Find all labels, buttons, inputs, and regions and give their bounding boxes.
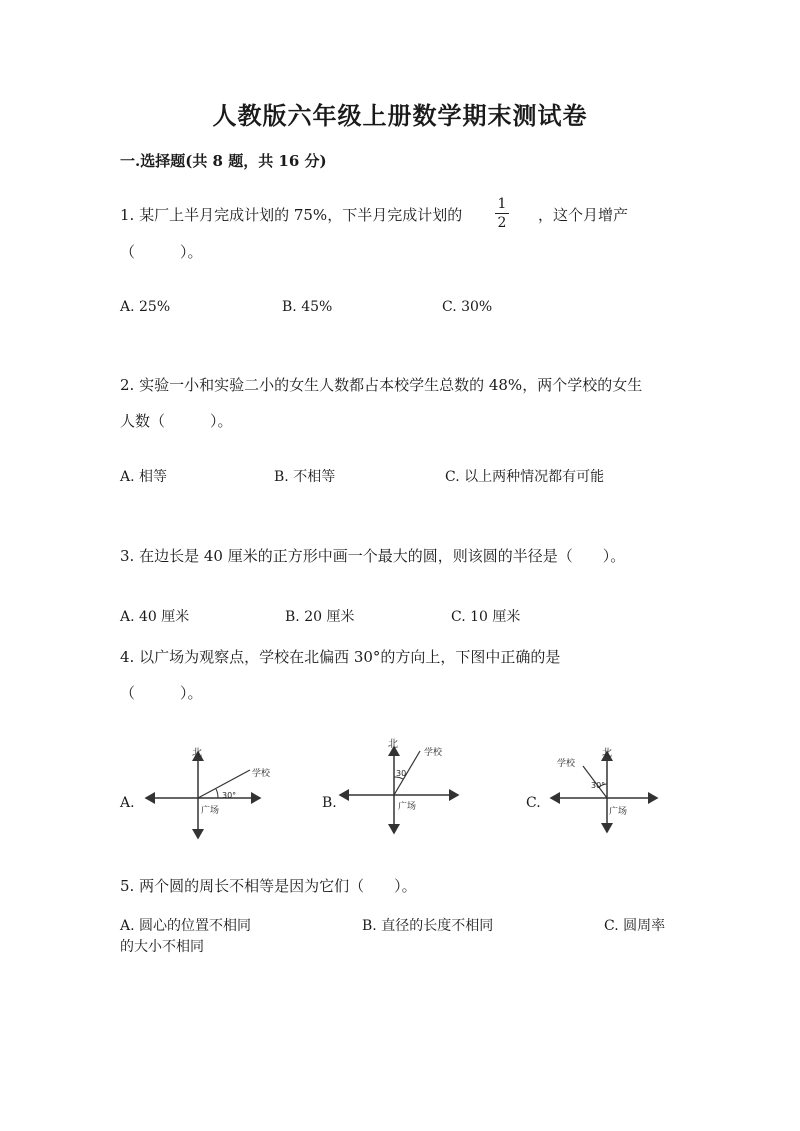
square-label: 广场 <box>398 802 417 812</box>
square-label: 广场 <box>201 806 220 816</box>
question-4-text: 4. 以广场为观察点，学校在北偏西 30°的方向上，下图中正确的是 <box>120 648 561 666</box>
question-2-blank: 人数（ ）。 <box>120 412 233 430</box>
q4-option-b-label[interactable]: B. <box>322 795 337 811</box>
q4-diagram-a[interactable] <box>140 740 280 840</box>
angle-label: 30° <box>222 791 237 800</box>
school-label: 学校 <box>252 769 271 779</box>
school-label: 学校 <box>424 748 443 758</box>
question-2-text: 2. 实验一小和实验二小的女生人数都占本校学生总数的 48%，两个学校的女生 <box>120 376 643 394</box>
question-1-text-cont: ，这个月增产 <box>538 206 629 224</box>
fraction-bar <box>495 213 509 214</box>
q4-diagram-b[interactable] <box>336 735 466 835</box>
q2-option-c[interactable]: C. 以上两种情况都有可能 <box>445 469 605 485</box>
north-label: 北 <box>602 748 612 759</box>
angle-label: 30 <box>396 769 407 778</box>
square-label: 广场 <box>609 807 628 817</box>
q3-option-c[interactable]: C. 10 厘米 <box>451 609 521 625</box>
question-3-text: 3. 在边长是 40 厘米的正方形中画一个最大的圆，则该圆的半径是（ ）。 <box>120 547 626 565</box>
question-4-blank: （ ）。 <box>120 684 203 702</box>
fraction-one-half <box>495 196 509 231</box>
page-title: 人教版六年级上册数学期末测试卷 <box>212 101 588 130</box>
angle-arc <box>216 789 218 798</box>
q5-option-b[interactable]: B. 直径的长度不相同 <box>362 918 494 934</box>
q5-option-c[interactable]: C. 圆周率 <box>604 918 666 934</box>
school-label: 学校 <box>557 759 576 769</box>
q4-option-c-label[interactable]: C. <box>526 795 541 811</box>
q5-option-a-continued: 的大小不相同 <box>120 939 204 955</box>
question-5-text: 5. 两个圆的周长不相等是因为它们（ ）。 <box>120 877 417 895</box>
q5-option-a[interactable]: A. 圆心的位置不相同 <box>120 918 252 934</box>
question-1-text: 1. 某厂上半月完成计划的 75%，下半月完成计划的 <box>120 206 463 224</box>
fraction-numerator: 1 <box>497 196 507 212</box>
angle-label: 30° <box>591 781 606 790</box>
north-label: 北 <box>388 739 398 750</box>
fraction-denominator: 2 <box>497 215 507 231</box>
q1-option-a[interactable]: A. 25% <box>120 299 171 315</box>
q2-option-a[interactable]: A. 相等 <box>120 469 168 485</box>
q3-option-a[interactable]: A. 40 厘米 <box>120 609 190 625</box>
q2-option-b[interactable]: B. 不相等 <box>274 469 336 485</box>
question-1-blank: （ ）。 <box>120 243 203 261</box>
section-heading: 一.选择题(共 8 题，共 16 分) <box>120 152 327 170</box>
q1-option-c[interactable]: C. 30% <box>442 299 493 315</box>
q3-option-b[interactable]: B. 20 厘米 <box>285 609 355 625</box>
north-label: 北 <box>192 748 202 759</box>
q1-option-b[interactable]: B. 45% <box>282 299 333 315</box>
q4-diagram-c[interactable] <box>545 742 665 842</box>
q4-option-a-label[interactable]: A. <box>120 795 135 811</box>
